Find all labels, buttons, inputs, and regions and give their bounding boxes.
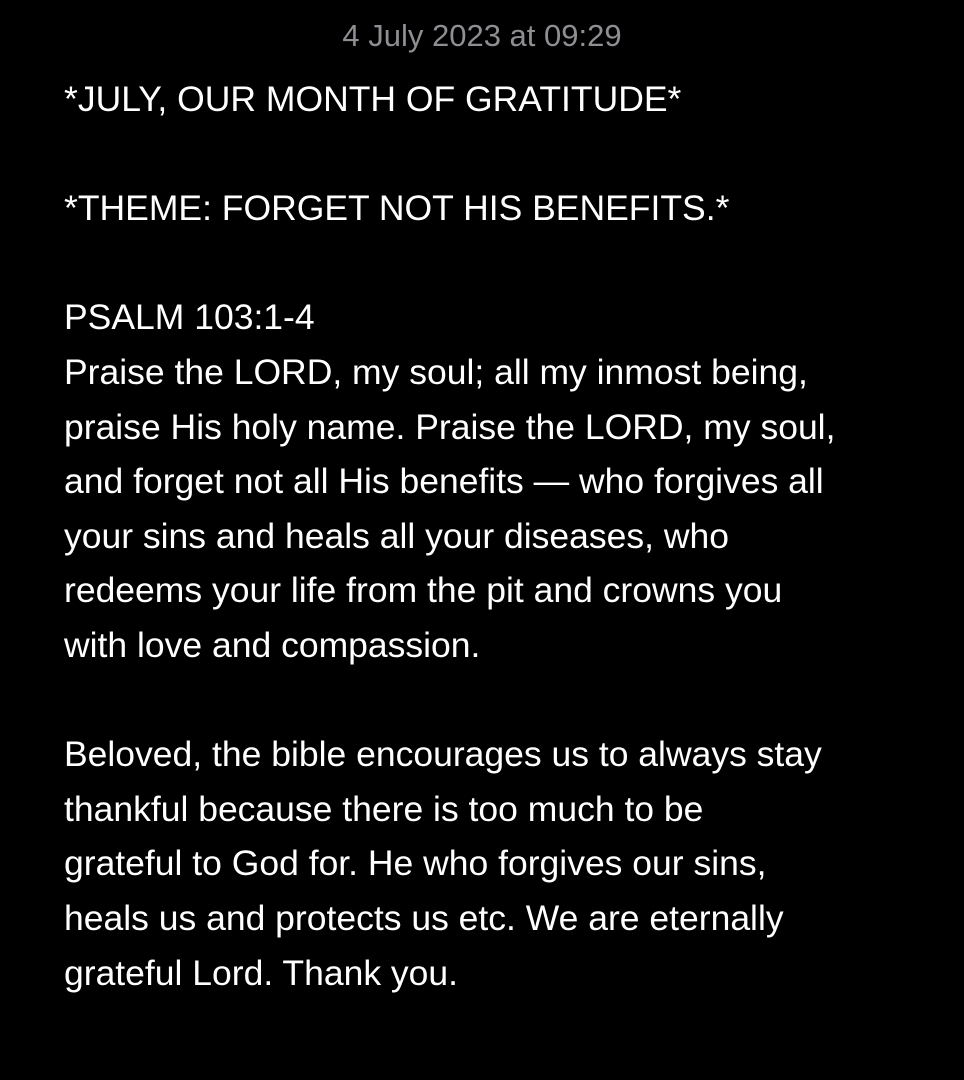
scripture-reference: PSALM 103:1-4 bbox=[64, 297, 315, 338]
blank-line bbox=[64, 673, 934, 728]
reflection-line: grateful Lord. Thank you. bbox=[64, 952, 459, 993]
scripture-line: and forget not all His benefits — who forgives all bbox=[64, 461, 824, 502]
scripture-line: with love and compassion. bbox=[64, 624, 481, 665]
scripture-line: your sins and heals all your diseases, who bbox=[64, 515, 730, 556]
reflection-line: thankful because there is too much to be bbox=[64, 788, 704, 829]
scripture-line: praise His holy name. Praise the LORD, my soul, bbox=[64, 406, 836, 447]
reflection-paragraph bbox=[64, 727, 934, 1000]
note-body[interactable] bbox=[64, 72, 934, 1000]
reflection-line: grateful to God for. He who forgives our sins, bbox=[64, 843, 767, 884]
blank-line bbox=[64, 236, 934, 291]
scripture-line: Praise the LORD, my soul; all my inmost being, bbox=[64, 351, 808, 392]
reflection-line: heals us and protects us etc. We are eternally bbox=[64, 897, 784, 938]
scripture-line: redeems your life from the pit and crowns you bbox=[64, 570, 783, 611]
note-theme: *THEME: FORGET NOT HIS BENEFITS.* bbox=[64, 188, 730, 229]
blank-line bbox=[64, 127, 934, 182]
reflection-line: Beloved, the bible encourages us to always stay bbox=[64, 734, 822, 775]
note-title: *JULY, OUR MONTH OF GRATITUDE* bbox=[64, 79, 682, 119]
scripture-passage bbox=[64, 345, 934, 673]
note-timestamp: 4 July 2023 at 09:29 bbox=[342, 18, 622, 53]
